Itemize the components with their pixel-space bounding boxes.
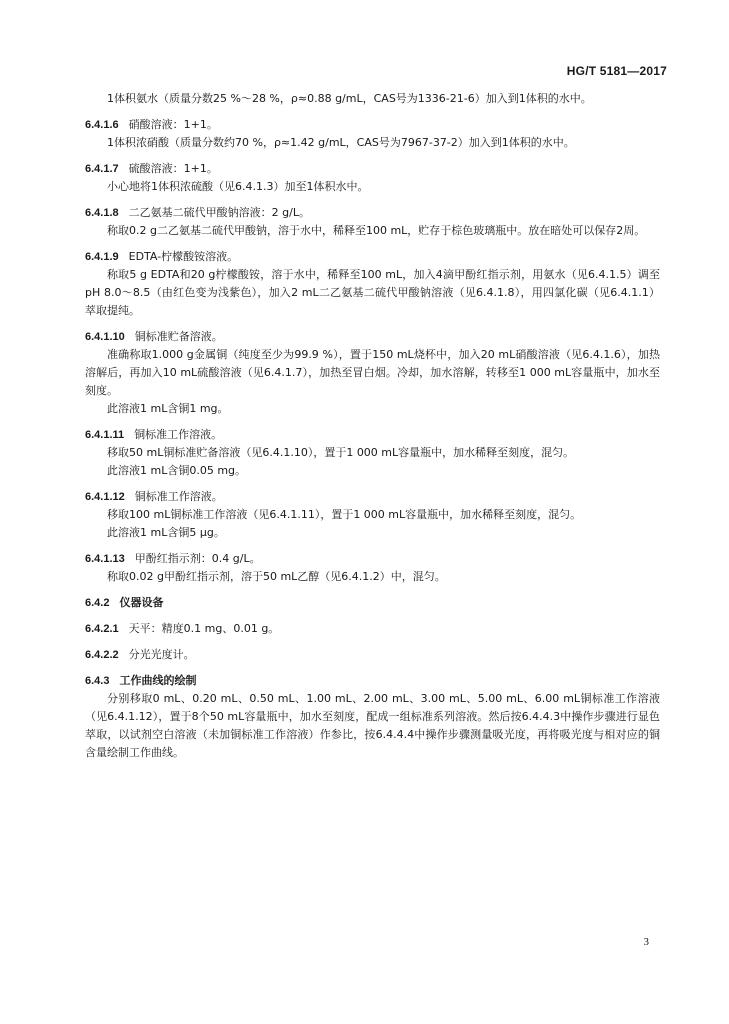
section-number: 6.4.1.9	[85, 251, 119, 263]
section-number: 6.4.1.11	[85, 429, 125, 441]
paragraph: 此溶液1 mL含铜1 mg。	[107, 402, 229, 415]
paragraph: 此溶液1 mL含铜5 μg。	[107, 526, 225, 539]
section-number: 6.4.2	[85, 597, 110, 609]
section-title: 甲酚红指示剂：0.4 g/L。	[134, 552, 261, 565]
section-heading	[85, 672, 660, 690]
section-title: 分光光度计。	[128, 648, 195, 661]
section-number: 6.4.2.2	[85, 649, 119, 661]
section-title: 二乙氨基二硫代甲酸钠溶液：2 g/L。	[128, 206, 310, 219]
paragraph: 小心地将1体积浓硫酸（见6.4.1.3）加至1体积水中。	[107, 180, 369, 193]
paragraph: 此溶液1 mL含铜0.05 mg。	[107, 464, 247, 477]
paragraph: 称取0.2 g二乙氨基二硫代甲酸钠，溶于水中，稀释至100 mL，贮存于棕色玻璃瓶中。放在暗处可以保存2周。	[107, 224, 646, 237]
section-number: 6.4.1.12	[85, 491, 125, 503]
section-title: 铜标准工作溶液。	[134, 428, 223, 441]
section-heading	[85, 116, 660, 134]
section-title: 硫酸溶液：1+1。	[128, 162, 218, 175]
section-number: 6.4.1.6	[85, 119, 119, 131]
section-heading	[85, 620, 660, 638]
section-heading	[85, 426, 660, 444]
section-title: 铜标准贮备溶液。	[134, 330, 223, 343]
section-title: 铜标准工作溶液。	[134, 490, 223, 503]
document-code: HG/T 5181—2017	[566, 64, 667, 78]
paragraph: 移取50 mL铜标准贮备溶液（见6.4.1.10），置于1 000 mL容量瓶中，加水稀释至刻度，混匀。	[107, 446, 575, 459]
paragraph: 分别移取0 mL、0.20 mL、0.50 mL、1.00 mL、2.00 mL、3.00 mL、5.00 mL、6.00 mL铜标准工作溶液（见6.4.1.12），置于8个50 mL容量瓶中，加水至刻度，配成一组标准系列溶液。然后按6.4.4.3中操作步骤进行显色萃取，以试剂空白溶液（未加铜标准工作溶液）作参比，按6.4.4.4中操作步骤测量吸光度，再将吸光度与相对应的铜含量绘制工作曲线。	[85, 692, 660, 759]
section-heading	[85, 248, 660, 266]
section-number: 6.4.1.10	[85, 331, 125, 343]
section-title: 仪器设备	[119, 596, 164, 609]
section-heading	[85, 204, 660, 222]
section-number: 6.4.1.8	[85, 207, 119, 219]
page-number: 3	[643, 936, 649, 948]
section-heading	[85, 328, 660, 346]
section-heading	[85, 646, 660, 664]
paragraph: 称取0.02 g甲酚红指示剂，溶于50 mL乙醇（见6.4.1.2）中，混匀。	[107, 570, 446, 583]
section-title: EDTA-柠檬酸铵溶液。	[128, 250, 239, 263]
paragraph: 1体积浓硝酸（质量分数约70 %，ρ≈1.42 g/mL，CAS号为7967-37-2）加入到1体积的水中。	[107, 136, 575, 149]
section-heading	[85, 488, 660, 506]
paragraph: 1体积氨水（质量分数25 %～28 %，ρ≈0.88 g/mL，CAS号为1336-21-6）加入到1体积的水中。	[107, 92, 592, 105]
section-number: 6.4.2.1	[85, 623, 119, 635]
paragraph: 准确称取1.000 g金属铜（纯度至少为99.9 %），置于150 mL烧杯中，加入20 mL硝酸溶液（见6.4.1.6），加热溶解后，再加入10 mL硫酸溶液（见6.4.1.7），加热至冒白烟。冷却，加水溶解，转移至1 000 mL容量瓶中，加水至刻度。	[85, 348, 660, 397]
document-body	[85, 90, 660, 762]
section-number: 6.4.1.7	[85, 163, 119, 175]
section-heading	[85, 160, 660, 178]
section-number: 6.4.1.13	[85, 553, 125, 565]
section-heading	[85, 594, 660, 612]
section-number: 6.4.3	[85, 675, 110, 687]
paragraph: 移取100 mL铜标准工作溶液（见6.4.1.11），置于1 000 mL容量瓶中，加水稀释至刻度，混匀。	[107, 508, 582, 521]
section-title: 工作曲线的绘制	[119, 674, 197, 687]
section-heading	[85, 550, 660, 568]
section-title: 天平：精度0.1 mg、0.01 g。	[128, 622, 280, 635]
section-title: 硝酸溶液：1+1。	[128, 118, 218, 131]
paragraph: 称取5 g EDTA和20 g柠檬酸铵，溶于水中，稀释至100 mL，加入4滴甲酚红指示剂，用氨水（见6.4.1.5）调至pH 8.0～8.5（由红色变为浅紫色），加入2 mL二乙氨基二硫代甲酸钠溶液（见6.4.1.8），用四氯化碳（见6.4.1.1）萃取提纯。	[85, 268, 660, 317]
